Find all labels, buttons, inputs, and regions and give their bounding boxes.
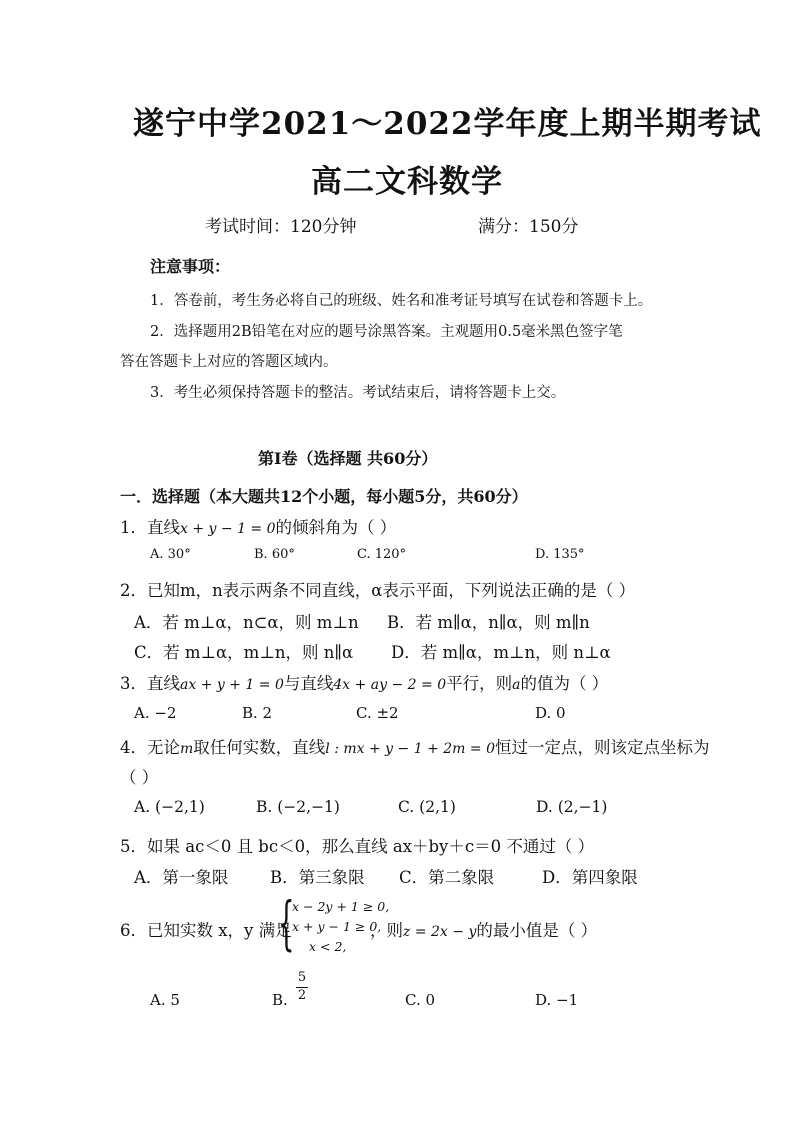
q1-math: x + y − 1 = 0 (180, 521, 276, 537)
q4-option-a: A. (−2,1) (134, 798, 205, 816)
q5-option-d: D．第四象限 (542, 868, 638, 887)
q6-system-line-1: x − 2y + 1 ≥ 0, (292, 899, 390, 914)
q6-option-b-label: B. (272, 991, 288, 1009)
q3-post: 的值为（ ） (520, 674, 609, 693)
q4-option-d: D. (2,−1) (536, 798, 608, 816)
q3-option-a: A. −2 (134, 704, 177, 722)
q4-pre: 4．无论 (120, 738, 180, 757)
q3-option-c: C. ±2 (356, 704, 399, 722)
q3-option-d: D. 0 (535, 704, 566, 722)
part-heading: 第Ⅰ卷（选择题 共60分） (258, 449, 438, 468)
q5-option-c: C．第二象限 (399, 868, 495, 887)
q4-option-b: B. (−2,−1) (256, 798, 340, 816)
q6-mid: ，则 (370, 921, 403, 940)
q1-post: 的倾斜角为（ ） (275, 518, 397, 537)
q1-option-c: C. 120° (357, 547, 407, 562)
notes-heading: 注意事项： (150, 257, 231, 276)
question-6-pre: 6．已知实数 x，y 满足 (120, 921, 292, 940)
q6-math: z = 2x − y (403, 924, 477, 940)
q1-option-b: B. 60° (254, 547, 295, 562)
section-heading: 一．选择题（本大题共12个小题，每小题5分，共60分） (120, 487, 528, 506)
q3-math-2: 4x + ay − 2 = 0 (333, 677, 447, 693)
q4-var: m (180, 741, 194, 757)
q3-mid2: 平行，则 (446, 674, 513, 693)
q2-option-b: B．若 m∥α，n∥α，则 m∥n (387, 613, 590, 632)
q6-option-a: A. 5 (150, 991, 180, 1009)
q3-pre: 3．直线 (120, 674, 180, 693)
question-5: 5．如果 ac＜0 且 bc＜0，那么直线 ax＋by＋c＝0 不通过（ ） (120, 837, 595, 856)
q6-option-b-numerator: 5 (297, 970, 307, 985)
q4-paren: （ ） (120, 768, 159, 787)
q1-pre: 1．直线 (120, 518, 180, 537)
q6-system-line-2: x + y − 1 ≥ 0, (292, 919, 382, 934)
question-6-post (370, 917, 597, 941)
note-item-3: 3．考生必须保持答题卡的整洁。考试结束后，请将答题卡上交。 (150, 385, 566, 401)
q4-post: 恒过一定点，则该定点坐标为 (494, 738, 710, 757)
q6-system-brace: { (278, 889, 295, 957)
q6-system-line-3: x < 2, (309, 939, 347, 954)
question-4 (120, 734, 709, 758)
exam-title: 遂宁中学2021～2022学年度上期半期考试 (133, 106, 762, 142)
q2-option-d: D．若 m∥α，m⊥n，则 n⊥α (391, 643, 611, 662)
q6-post: 的最小值是（ ） (476, 921, 598, 940)
q3-var: a (512, 677, 521, 693)
note-item-2a: 2．选择题用2B铅笔在对应的题号涂黑答案。主观题用0.5毫米黑色签字笔 (150, 324, 623, 340)
note-item-2b: 答在答题卡上对应的答题区域内。 (120, 354, 338, 370)
q1-option-d: D. 135° (535, 547, 585, 562)
question-3 (120, 670, 608, 694)
q6-option-d: D. −1 (535, 991, 579, 1009)
q4-mid: 取任何实数，直线 (193, 738, 326, 757)
exam-time: 考试时间：120分钟 (205, 217, 357, 237)
q5-option-a: A．第一象限 (134, 868, 229, 887)
exam-subtitle: 高二文科数学 (311, 164, 503, 200)
exam-score: 满分：150分 (478, 217, 579, 237)
q6-option-b-denominator: 2 (297, 988, 307, 1003)
q3-option-b: B. 2 (242, 704, 273, 722)
q3-math-1: ax + y + 1 = 0 (180, 677, 284, 693)
note-item-1: 1．答卷前，考生务必将自己的班级、姓名和准考证号填写在试卷和答题卡上。 (150, 293, 653, 309)
q1-option-a: A. 30° (150, 547, 191, 562)
question-2: 2．已知m，n表示两条不同直线，α表示平面，下列说法正确的是（ ） (120, 581, 636, 600)
q6-option-c: C. 0 (405, 991, 436, 1009)
q3-mid: 与直线 (283, 674, 334, 693)
question-1 (120, 514, 396, 538)
q5-option-b: B．第三象限 (270, 868, 365, 887)
q2-option-a: A．若 m⊥α，n⊂α，则 m⊥n (134, 613, 359, 632)
q4-math: l : mx + y − 1 + 2m = 0 (325, 741, 495, 757)
q2-option-c: C．若 m⊥α，m⊥n，则 n∥α (134, 643, 354, 662)
q4-option-c: C. (2,1) (398, 798, 456, 816)
